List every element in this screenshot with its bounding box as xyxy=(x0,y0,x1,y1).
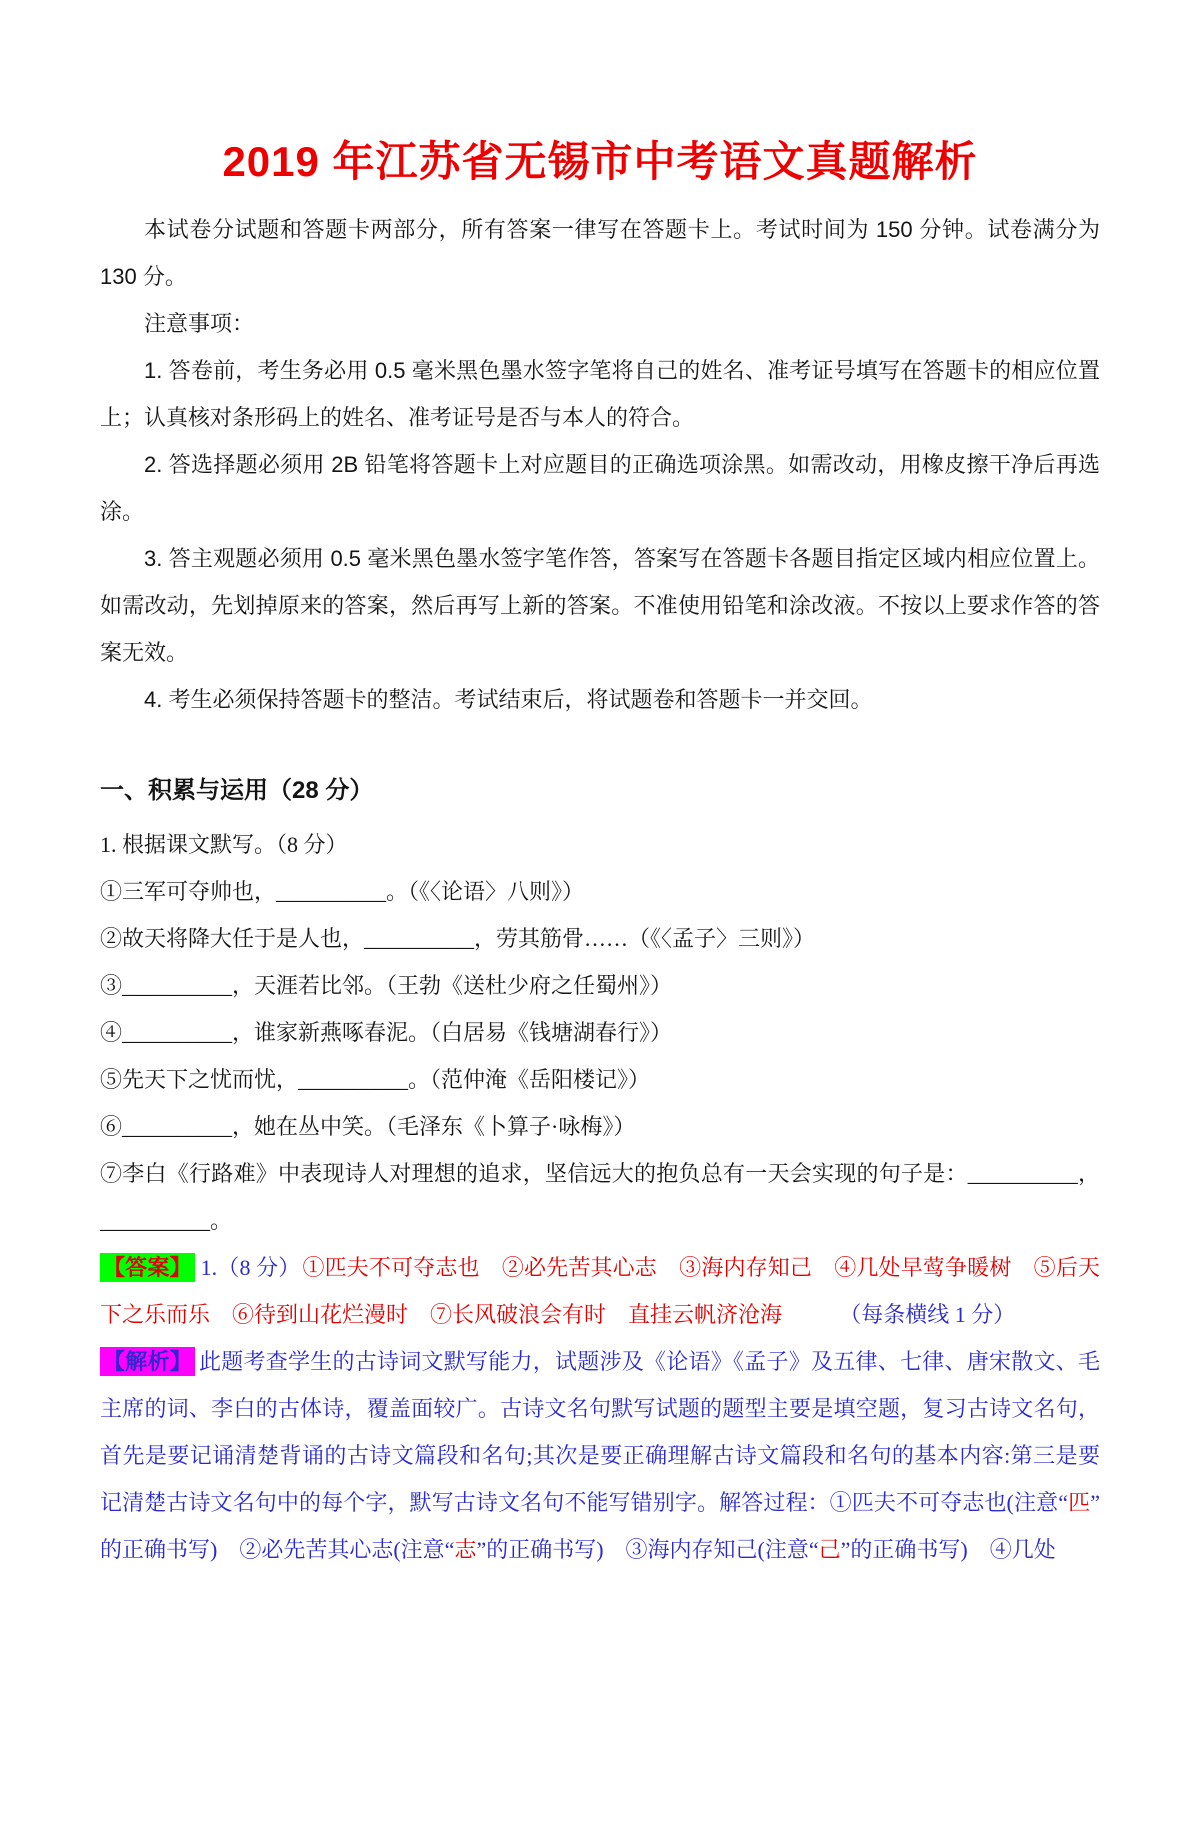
answer-block xyxy=(100,1244,1100,1338)
question-item-4: ④__________，谁家新燕啄春泥。（白居易《钱塘湖春行》） xyxy=(100,1020,673,1045)
question-item-5: ⑤先天下之忧而忧，__________。（范仲淹《岳阳楼记》） xyxy=(100,1067,651,1092)
section-heading: 一、积累与运用（28 分） xyxy=(100,777,374,804)
analysis-label-badge: 【解析】 xyxy=(100,1347,195,1376)
analysis-text-2: ”的正确书写) ②必先苦其心志(注意“ xyxy=(100,1490,1100,1562)
exam-document-page xyxy=(0,136,1200,1834)
question-item-6: ⑥__________，她在丛中笑。（毛泽东《卜算子·咏梅》） xyxy=(100,1114,636,1139)
answer-label-badge: 【答案】 xyxy=(100,1253,195,1282)
question-item-1: ①三军可夺帅也，__________。（《〈论语〉八则》） xyxy=(100,879,585,904)
analysis-emphasis-3: 己 xyxy=(818,1537,841,1562)
analysis-block xyxy=(100,1338,1100,1573)
document-title: 2019 年江苏省无锡市中考语文真题解析 xyxy=(222,138,978,185)
notice-heading: 注意事项： xyxy=(144,311,255,336)
answer-text: ①匹夫不可夺志也 ②必先苦其心志 ③海内存知己 ④几处早莺争暖树 ⑤后天下之乐而乐 ⑥待到山花烂漫时 ⑦长风破浪会有时 直挂云帆济沧海 xyxy=(100,1255,1100,1327)
question-stem: 1. 根据课文默写。（8 分） xyxy=(100,832,348,857)
analysis-text-3: ”的正确书写) ③海内存知己(注意“ xyxy=(476,1537,819,1562)
notice-item-2: 2. 答选择题必须用 2B 铅笔将答题卡上对应题目的正确选项涂黑。如需改动，用橡皮擦干净后再选涂。 xyxy=(100,452,1100,524)
answer-question-number: 1.（8 分） xyxy=(200,1255,301,1280)
question-item-2: ②故天将降大任于是人也，__________，劳其筋骨……（《〈孟子〉三则》） xyxy=(100,926,816,951)
notice-item-4: 4. 考生必须保持答题卡的整洁。考试结束后，将试题卷和答题卡一并交回。 xyxy=(144,687,873,712)
analysis-emphasis-2: 志 xyxy=(454,1537,477,1562)
question-item-7: ⑦李白《行路难》中表现诗人对理想的追求，坚信远大的抱负总有一天会实现的句子是：__________，__________。 xyxy=(100,1161,1100,1233)
notice-item-1: 1. 答卷前，考生务必用 0.5 毫米黑色墨水签字笔将自己的姓名、准考证号填写在答题卡的相应位置上；认真核对条形码上的姓名、准考证号是否与本人的符合。 xyxy=(100,358,1100,430)
analysis-text-1: 此题考查学生的古诗词文默写能力，试题涉及《论语》《孟子》及五律、七律、唐宋散文、毛主席的词、李白的古体诗，覆盖面较广。古诗文名句默写试题的题型主要是填空题，复习古诗文名句，首先是要记诵清楚背诵的古诗文篇段和名句;其次是要正确理解古诗文篇段和名句的基本内容:第三是要记清楚古诗文名句中的每个字，默写古诗文名句不能写错别字。解答过程：①匹夫不可夺志也(注意“ xyxy=(100,1349,1100,1515)
notice-item-3: 3. 答主观题必须用 0.5 毫米黑色墨水签字笔作答，答案写在答题卡各题目指定区域内相应位置上。如需改动，先划掉原来的答案，然后再写上新的答案。不准使用铅笔和涂改液。不按以上要求作答的答案无效。 xyxy=(100,546,1100,665)
analysis-emphasis-1: 匹 xyxy=(1067,1490,1091,1515)
intro-paragraph: 本试卷分试题和答题卡两部分，所有答案一律写在答题卡上。考试时间为 150 分钟。试卷满分为 130 分。 xyxy=(100,217,1100,289)
question-item-3: ③__________，天涯若比邻。（王勃《送杜少府之任蜀州》） xyxy=(100,973,673,998)
answer-scoring-note: （每条横线 1 分） xyxy=(839,1302,1016,1327)
analysis-text-4: ”的正确书写) ④几处 xyxy=(840,1537,1056,1562)
